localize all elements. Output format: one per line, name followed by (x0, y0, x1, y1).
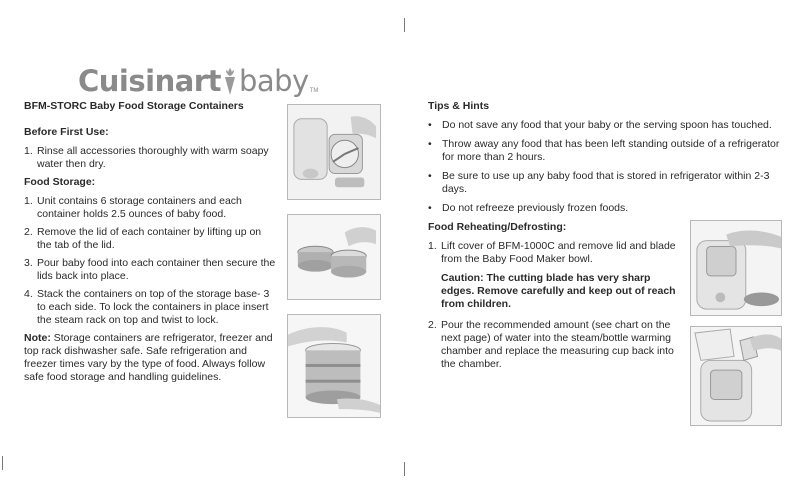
list-item (24, 257, 276, 283)
photo-remove-blade (690, 220, 782, 316)
container-lid-illustration (288, 215, 380, 299)
tips-heading: Tips & Hints (428, 100, 490, 112)
item-text: Stack the containers on top of the storage base- 3 to each side. To lock the containers in place insert the steam rack on top and twist to lock. (37, 288, 270, 326)
storage-note (24, 332, 276, 384)
list-item (428, 119, 788, 132)
photo-baby-food-maker (287, 104, 381, 200)
item-text: Do not refreeze previously frozen foods. (442, 202, 629, 214)
remove-blade-illustration (691, 221, 781, 315)
item-text: Throw away any food that has been left standing outside of a refrigerator for more than 2 hours. (442, 138, 780, 163)
photo-stacked-containers (287, 314, 381, 418)
list-item (428, 202, 788, 215)
item-text: Pour the recommended amount (see chart on the next page) of water into the steam/bottle warming chamber and replace the measuring cup back into the chamber. (441, 319, 674, 370)
page-title: BFM-STORC Baby Food Storage Containers (24, 100, 244, 112)
list-item (428, 240, 678, 266)
list-item (24, 288, 276, 327)
bullet: • (428, 202, 432, 214)
item-text: Pour baby food into each container then secure the lids back into place. (37, 257, 276, 282)
before-first-use-list (24, 145, 276, 171)
item-number: 2. (24, 226, 33, 238)
item-number: 2. (428, 319, 437, 331)
note-text: Storage containers are refrigerator, freezer and top rack dishwasher safe. Safe refrigeration and freezer times vary by the type of food. Always follow safe food storage and handling guidelines. (24, 332, 273, 383)
food-storage-heading: Food Storage: (24, 176, 96, 188)
list-item (428, 138, 788, 164)
item-text: Lift cover of BFM-1000C and remove lid and blade from the Baby Food Maker bowl. (441, 240, 676, 265)
bullet: • (428, 170, 432, 182)
item-text: Rinse all accessories thoroughly with warm soapy water then dry. (37, 145, 269, 170)
brand-logo (78, 60, 318, 96)
before-first-use-heading: Before First Use: (24, 126, 109, 138)
bullet: • (428, 138, 432, 150)
list-item (24, 226, 276, 252)
food-storage-list (24, 195, 276, 327)
brand-name-part2: baby (238, 64, 309, 98)
bullet: • (428, 119, 432, 131)
reheating-step-1 (428, 240, 678, 266)
item-number: 1. (24, 195, 33, 207)
tips-list (428, 119, 788, 215)
list-item (428, 319, 678, 371)
item-text: Remove the lid of each container by lifting up on the tab of the lid. (37, 226, 262, 251)
item-text: Do not save any food that your baby or the serving spoon has touched. (442, 119, 772, 131)
trademark: TM (309, 88, 319, 94)
item-number: 1. (24, 145, 33, 157)
reheating-step-2 (428, 319, 678, 371)
crop-mark-top (404, 18, 405, 32)
left-column (24, 100, 276, 384)
list-item (24, 145, 276, 171)
list-item (428, 170, 788, 196)
crop-mark-left (2, 456, 3, 470)
caution-text: Caution: The cutting blade has very sharp edges. Remove carefully and keep out of reach from children. (441, 272, 676, 310)
list-item (24, 195, 276, 221)
baby-food-maker-illustration (288, 105, 380, 199)
carrot-icon (222, 66, 238, 96)
photo-container-lid (287, 214, 381, 300)
item-text: Be sure to use up any baby food that is stored in refrigerator within 2-3 days. (442, 170, 770, 195)
stacked-containers-illustration (288, 315, 380, 417)
brand-name-part1: Cuisinart (78, 64, 221, 98)
item-number: 3. (24, 257, 33, 269)
note-label: Note: (24, 332, 51, 344)
item-number: 1. (428, 240, 437, 252)
item-number: 4. (24, 288, 33, 300)
crop-mark-bottom (404, 462, 405, 476)
photo-pour-water (690, 326, 782, 426)
pour-water-illustration (691, 327, 781, 425)
item-text: Unit contains 6 storage containers and each container holds 2.5 ounces of baby food. (37, 195, 242, 220)
reheating-heading: Food Reheating/Defrosting: (428, 221, 567, 233)
reheating-body (428, 240, 678, 371)
